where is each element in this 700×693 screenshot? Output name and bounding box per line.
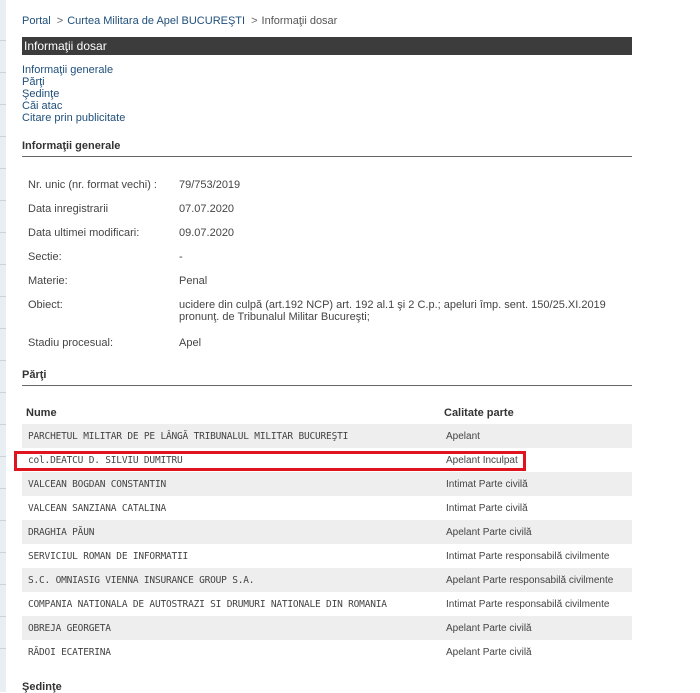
link-cai-atac[interactable]: Căi atac <box>22 100 63 112</box>
party-name: PARCHETUL MILITAR DE PE LÂNGĂ TRIBUNALUL MILITAR BUCUREŞTI <box>22 424 440 448</box>
info-label: Nr. unic (nr. format vechi) : <box>28 179 157 191</box>
party-role: Intimat Parte civilă <box>446 502 528 514</box>
page-title-bar <box>22 37 632 55</box>
info-value: 07.07.2020 <box>179 203 235 215</box>
table-row <box>22 520 632 544</box>
link-citare-publicitate[interactable]: Citare prin publicitate <box>22 112 126 124</box>
party-name: COMPANIA NATIONALA DE AUTOSTRAZI SI DRUMURI NATIONALE DIN ROMANIA <box>28 598 387 610</box>
breadcrumb-separator: > <box>56 15 64 27</box>
left-sidebar-strip <box>0 0 6 692</box>
breadcrumb-portal-link[interactable]: Portal <box>22 15 51 27</box>
party-role: Apelant Parte civilă <box>440 616 632 640</box>
link-sedinte[interactable]: Şedinţe <box>22 88 60 100</box>
table-row <box>22 640 632 664</box>
link-parti[interactable]: Părţi <box>22 76 45 88</box>
column-header-calitate: Calitate parte <box>444 407 514 419</box>
party-role: Intimat Parte civilă <box>440 472 632 496</box>
sedinte-heading: Şedinţe <box>22 681 62 693</box>
party-role: Apelant Parte civilă <box>446 646 532 658</box>
link-informatii-generale[interactable]: Informaţii generale <box>22 64 114 76</box>
info-value: 79/753/2019 <box>179 179 241 191</box>
column-header-nume: Nume <box>26 407 57 419</box>
party-name: S.C. OMNIASIG VIENNA INSURANCE GROUP S.A. <box>22 568 440 592</box>
table-row <box>22 592 632 616</box>
breadcrumb-current: Informaţii dosar <box>261 15 338 27</box>
highlight-box <box>14 451 526 471</box>
party-role: Intimat Parte responsabilă civilmente <box>446 550 610 562</box>
party-role: Intimat Parte responsabilă civilmente <box>446 598 610 610</box>
party-name: RĂDOI ECATERINA <box>28 646 111 658</box>
party-name: OBREJA GEORGETA <box>22 616 440 640</box>
info-value: 09.07.2020 <box>179 227 235 239</box>
info-label: Materie: <box>28 275 68 287</box>
party-name: SERVICIUL ROMAN DE INFORMATII <box>28 550 189 562</box>
table-row <box>22 496 632 520</box>
breadcrumb-separator: > <box>251 15 258 27</box>
info-label: Stadiu procesual: <box>28 337 113 349</box>
info-value: ucidere din culpă (art.192 NCP) art. 192 al.1 şi 2 C.p.; apeluri împ. sent. 150/25.XI.2019 pronunţ. de Tribunalul Militar Bucureşti; <box>179 299 606 323</box>
party-name: DRAGHIA PĂUN <box>22 520 440 544</box>
table-row <box>22 472 632 496</box>
table-row <box>22 424 632 448</box>
info-label: Data ultimei modificari: <box>28 227 140 239</box>
general-info-heading: Informaţii generale <box>22 140 632 157</box>
party-name: col.DEATCU D. SILVIU DUMITRU <box>28 454 183 466</box>
party-name: VALCEAN SANZIANA CATALINA <box>28 502 166 514</box>
breadcrumb-court-link[interactable]: Curtea Militara de Apel BUCUREŞTI <box>67 15 246 27</box>
table-row <box>22 544 632 568</box>
table-row <box>22 568 632 592</box>
party-role: Apelant Inculpat <box>446 454 518 466</box>
info-value: - <box>179 251 183 263</box>
party-role: Apelant Parte responsabilă civilmente <box>440 568 632 592</box>
info-label: Sectie: <box>28 251 62 263</box>
party-name: VALCEAN BOGDAN CONSTANTIN <box>22 472 440 496</box>
table-row <box>22 616 632 640</box>
party-role: Apelant Parte civilă <box>440 520 632 544</box>
info-value: Apel <box>179 337 202 349</box>
breadcrumb <box>22 15 337 27</box>
info-label: Obiect: <box>28 299 63 311</box>
info-value: Penal <box>179 275 208 287</box>
party-role: Apelant <box>440 424 632 448</box>
page-title: Informaţii dosar <box>24 39 107 53</box>
parti-heading: Părţi <box>22 369 632 386</box>
section-links <box>22 64 125 124</box>
info-label: Data inregistrarii <box>28 203 109 215</box>
parti-table <box>22 402 632 664</box>
